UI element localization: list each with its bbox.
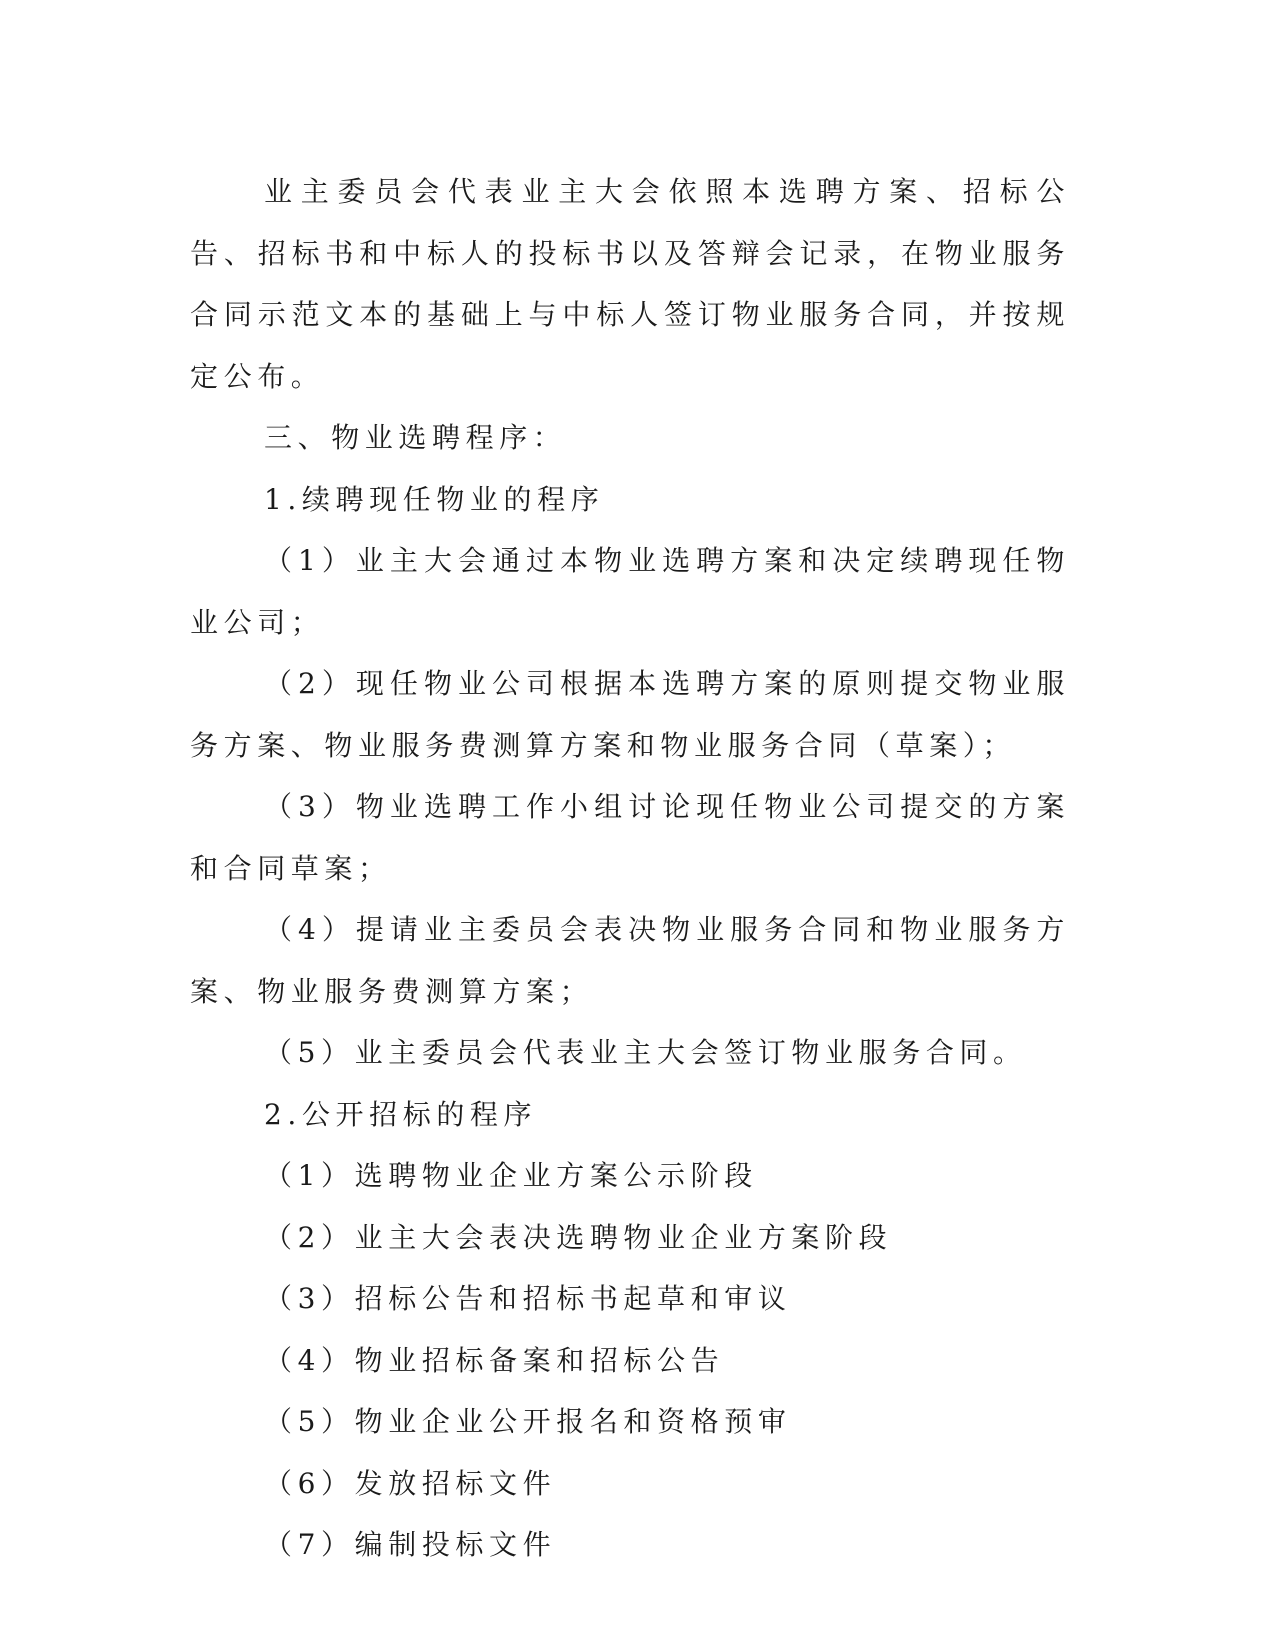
- tender-step-3: （3）招标公告和招标书起草和审议: [264, 1282, 792, 1315]
- renewal-step-5: （5）业主委员会代表业主大会签订物业服务合同。: [264, 1036, 1027, 1069]
- subheading-renewal-procedure: 1.续聘现任物业的程序: [264, 482, 605, 516]
- tender-step-2: （2）业主大会表决选聘物业企业方案阶段: [264, 1220, 893, 1254]
- tender-step-7: （7）编制投标文件: [264, 1528, 557, 1561]
- paragraph-contract-signing: 业主委员会代表业主大会依照本选聘方案、招标公告、招标书和中标人的投标书以及答辩会记录，在物业服务合同示范文本的基础上与中标人签订物业服务合同，并按规定公布。: [190, 175, 1070, 393]
- tender-step-6: （6）发放招标文件: [264, 1466, 557, 1500]
- tender-step-4: （4）物业招标备案和招标公告: [264, 1343, 725, 1377]
- renewal-step-4: （4）提请业主委员会表决物业服务合同和物业服务方案、物业服务费测算方案；: [190, 913, 1070, 1008]
- document-body: [190, 161, 1070, 1576]
- tender-step-5: （5）物业企业公开报名和资格预审: [264, 1405, 792, 1438]
- renewal-step-3: （3）物业选聘工作小组讨论现任物业公司提交的方案和合同草案；: [190, 790, 1070, 885]
- tender-step-1: （1）选聘物业企业方案公示阶段: [264, 1159, 758, 1192]
- subheading-public-tender-procedure: 2.公开招标的程序: [264, 1097, 538, 1131]
- renewal-step-2: （2）现任物业公司根据本选聘方案的原则提交物业服务方案、物业服务费测算方案和物业服务合同（草案）；: [190, 667, 1070, 762]
- section-heading-selection-procedure: 三、物业选聘程序：: [264, 421, 567, 454]
- renewal-step-1: （1）业主大会通过本物业选聘方案和决定续聘现任物业公司；: [190, 544, 1070, 639]
